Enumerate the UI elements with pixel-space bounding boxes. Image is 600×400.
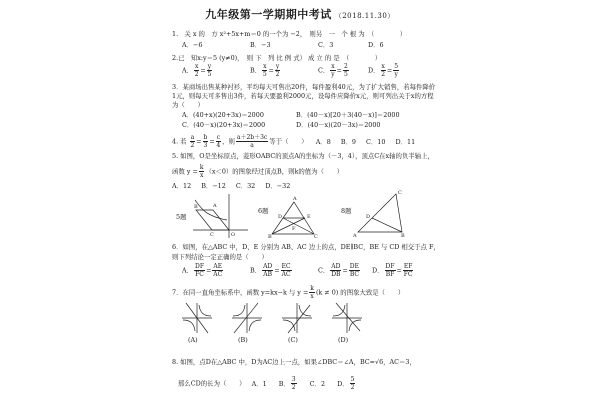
fraction: $\frac{a+2b+3c}{a}$ — [236, 134, 268, 149]
svg-text:A: A — [353, 233, 357, 239]
fraction: $\frac{x}{2}$ — [381, 63, 386, 78]
question-2-stem: 2.已 知x:y＝5 (y≠0)， 则 下 列 比 例 式） 成 立 的 是 （ ） — [172, 54, 382, 62]
svg-text:B: B — [194, 204, 198, 210]
svg-text:B: B — [401, 233, 405, 239]
svg-text:E: E — [307, 214, 311, 220]
svg-text:F: F — [292, 226, 296, 232]
fraction: $\frac{y}{2}$ — [275, 63, 280, 78]
fraction: $\frac{b}{3}$ — [203, 134, 208, 149]
rhombus-OABC — [196, 210, 229, 230]
q6-option-b: B． $\frac{AD}{AB}$ = $\frac{EC}{AC}$ — [250, 263, 291, 278]
q7-graph-c — [282, 303, 312, 333]
q3-option-d: D．(40－x)(20－3x)＝2000 — [296, 121, 381, 129]
q6-option-c: C． $\frac{AD}{DB}$ = $\frac{DE}{BC}$ — [318, 263, 359, 278]
q7-graph-b — [232, 303, 262, 333]
figure-6-label: 6题 — [258, 207, 269, 215]
q7-caption-c: (C) — [288, 336, 298, 344]
fraction: $\frac{EC}{AC}$ — [281, 263, 291, 278]
q8-options: 那么CD的长为（ ） A．1 B． $\frac{3}{2}$ C．2 D． $\frac{5}{2}$ — [178, 376, 355, 391]
fraction: $\frac{c}{4}$ — [216, 134, 221, 149]
q1-option-a: A．−6 — [182, 41, 203, 49]
question-6-stem-line2: 则下列结论一定正确的是（ ） — [172, 253, 268, 261]
q7-graph-a — [182, 303, 212, 333]
fraction: $\frac{DF}{FC}$ — [195, 263, 204, 278]
svg-text:A: A — [293, 196, 297, 202]
figure-6-triangle — [268, 196, 318, 240]
svg-text:C: C — [314, 234, 318, 240]
question-4-stem: 4. 若 $\frac{a}{2}$ = $\frac{b}{3}$ = $\frac{c}{4}$ ，则 $\frac{a+2b+3c}{a}$ 等于（ ） A．8 B．9 C．10 D．11 — [172, 134, 416, 149]
segment-BE — [272, 218, 305, 234]
fraction: $\frac{AD}{DB}$ — [331, 263, 341, 278]
q3-option-c: C．(40－x)(20+3x)＝2000 — [182, 121, 266, 129]
q5-options: A．12 B．−12 C．32 D．−32 — [172, 182, 291, 190]
svg-text:O: O — [231, 232, 236, 238]
q6-option-d: D． $\frac{DF}{BF}$ = $\frac{EF}{FC}$ — [372, 263, 413, 278]
exam-date: （2018.11.30） — [334, 12, 395, 20]
fraction: $\frac{x}{y}$ — [331, 63, 335, 78]
question-3-stem-line2: 1元，则每天可多售出3件，若每天要盈利2000元，设每件应降价x元，则可列出关于x的方程 — [172, 92, 434, 100]
q1-option-c: C．3 — [318, 41, 334, 49]
triangle-ABC — [358, 194, 402, 232]
figure-5-label: 5题 — [176, 213, 187, 221]
fraction: $\frac{DF}{BF}$ — [385, 263, 395, 278]
fraction: $\frac{2}{5}$ — [344, 63, 348, 78]
svg-text:D: D — [278, 214, 283, 220]
question-5-stem-line2: 函数 y = $\frac{k}{x}$ （x＜0）的图象经过顶点B，则k的值为（ ） — [172, 164, 344, 179]
question-1-stem: 1. 关 x 的 方 x²+5x+m＝0 的一个为 −2， 则另 一 个 根 为 （ ） — [172, 30, 407, 38]
q2-option-c: C． $\frac{x}{y}$ = $\frac{2}{5}$ — [318, 63, 348, 78]
q2-option-d: D． $\frac{x}{2}$ = $\frac{5}{y}$ — [368, 63, 399, 78]
q1-option-d: D．6 — [368, 41, 384, 49]
fraction: $\frac{x}{2}$ — [194, 63, 199, 78]
fraction: $\frac{AD}{AB}$ — [263, 263, 273, 278]
fraction: $\frac{DE}{BC}$ — [349, 263, 359, 278]
q2-option-a: A． $\frac{x}{2}$ = $\frac{y}{5}$ — [182, 63, 212, 78]
fraction: $\frac{EF}{FC}$ — [403, 263, 413, 278]
fraction: $\frac{a}{2}$ — [190, 134, 195, 149]
q7-caption-d: (D) — [338, 336, 349, 344]
svg-text:D: D — [366, 214, 371, 220]
svg-text:A: A — [213, 203, 217, 209]
fraction: $\frac{k}{x}$ — [310, 285, 314, 300]
q2-option-b: B． $\frac{x}{5}$ = $\frac{y}{2}$ — [250, 63, 280, 78]
question-7-stem: 7．在同一直角坐标系中，函数 y=kx−k 与 y = $\frac{k}{x}$ (k ≠ 0) 的图象大致是（ ） — [172, 285, 405, 300]
q7-caption-a: (A) — [188, 336, 198, 344]
q3-option-b: B．(40－x)[20＋3(40－x)]＝2000 — [296, 111, 400, 119]
fraction: $\frac{AE}{AC}$ — [213, 263, 223, 278]
svg-text:B: B — [268, 234, 272, 240]
question-3-stem-line3: 为（ ） — [172, 101, 204, 109]
q3-option-a: A．(40+x)(20+3x)＝2000 — [182, 111, 264, 119]
question-5-stem-line1: 5. 如图，O是坐标原点，菱形OABC的顶点A的坐标为（－3，4），顶点C在x轴的负半轴上， — [172, 152, 434, 160]
q7-caption-b: (B) — [238, 336, 248, 344]
q6-option-a: A． $\frac{DF}{FC}$ = $\frac{AE}{AC}$ — [182, 263, 223, 278]
q1-option-b: B．−3 — [250, 41, 271, 49]
q7-graph-d — [332, 303, 362, 333]
fraction: $\frac{5}{y}$ — [394, 63, 399, 78]
figure-5-rhombus — [193, 194, 248, 239]
fraction: $\frac{k}{x}$ — [199, 164, 204, 179]
fraction: $\frac{5}{2}$ — [350, 376, 355, 391]
question-6-stem-line1: 6．如图，在△ABC 中，D、E 分别为 AB、AC 边上的点，DE∥BC，BE 与 CD 相交于点 F， — [172, 243, 440, 251]
page-title: 九年级第一学期期中考试 （2018.11.30） — [205, 8, 395, 21]
question-8-stem-line1: 8. 如图，点D在△ABC 中，D为AC边上一点，如果∠DBC＝∠A，BC=√6，AC＝3， — [172, 358, 416, 366]
svg-text:C: C — [398, 190, 402, 196]
figure-8-triangle — [353, 190, 406, 239]
question-3-stem-line1: 3．某商场出售某种衬衫，平均每天可售出20件，每件盈利40元，为了扩大销售，若每件降价 — [172, 83, 436, 91]
fraction: $\frac{3}{2}$ — [291, 376, 296, 391]
figure-8-label: 8题 — [341, 207, 352, 215]
svg-text:C: C — [210, 232, 214, 238]
fraction: $\frac{x}{5}$ — [262, 63, 267, 78]
fraction: $\frac{y}{5}$ — [207, 63, 212, 78]
segment-BD — [372, 218, 402, 232]
